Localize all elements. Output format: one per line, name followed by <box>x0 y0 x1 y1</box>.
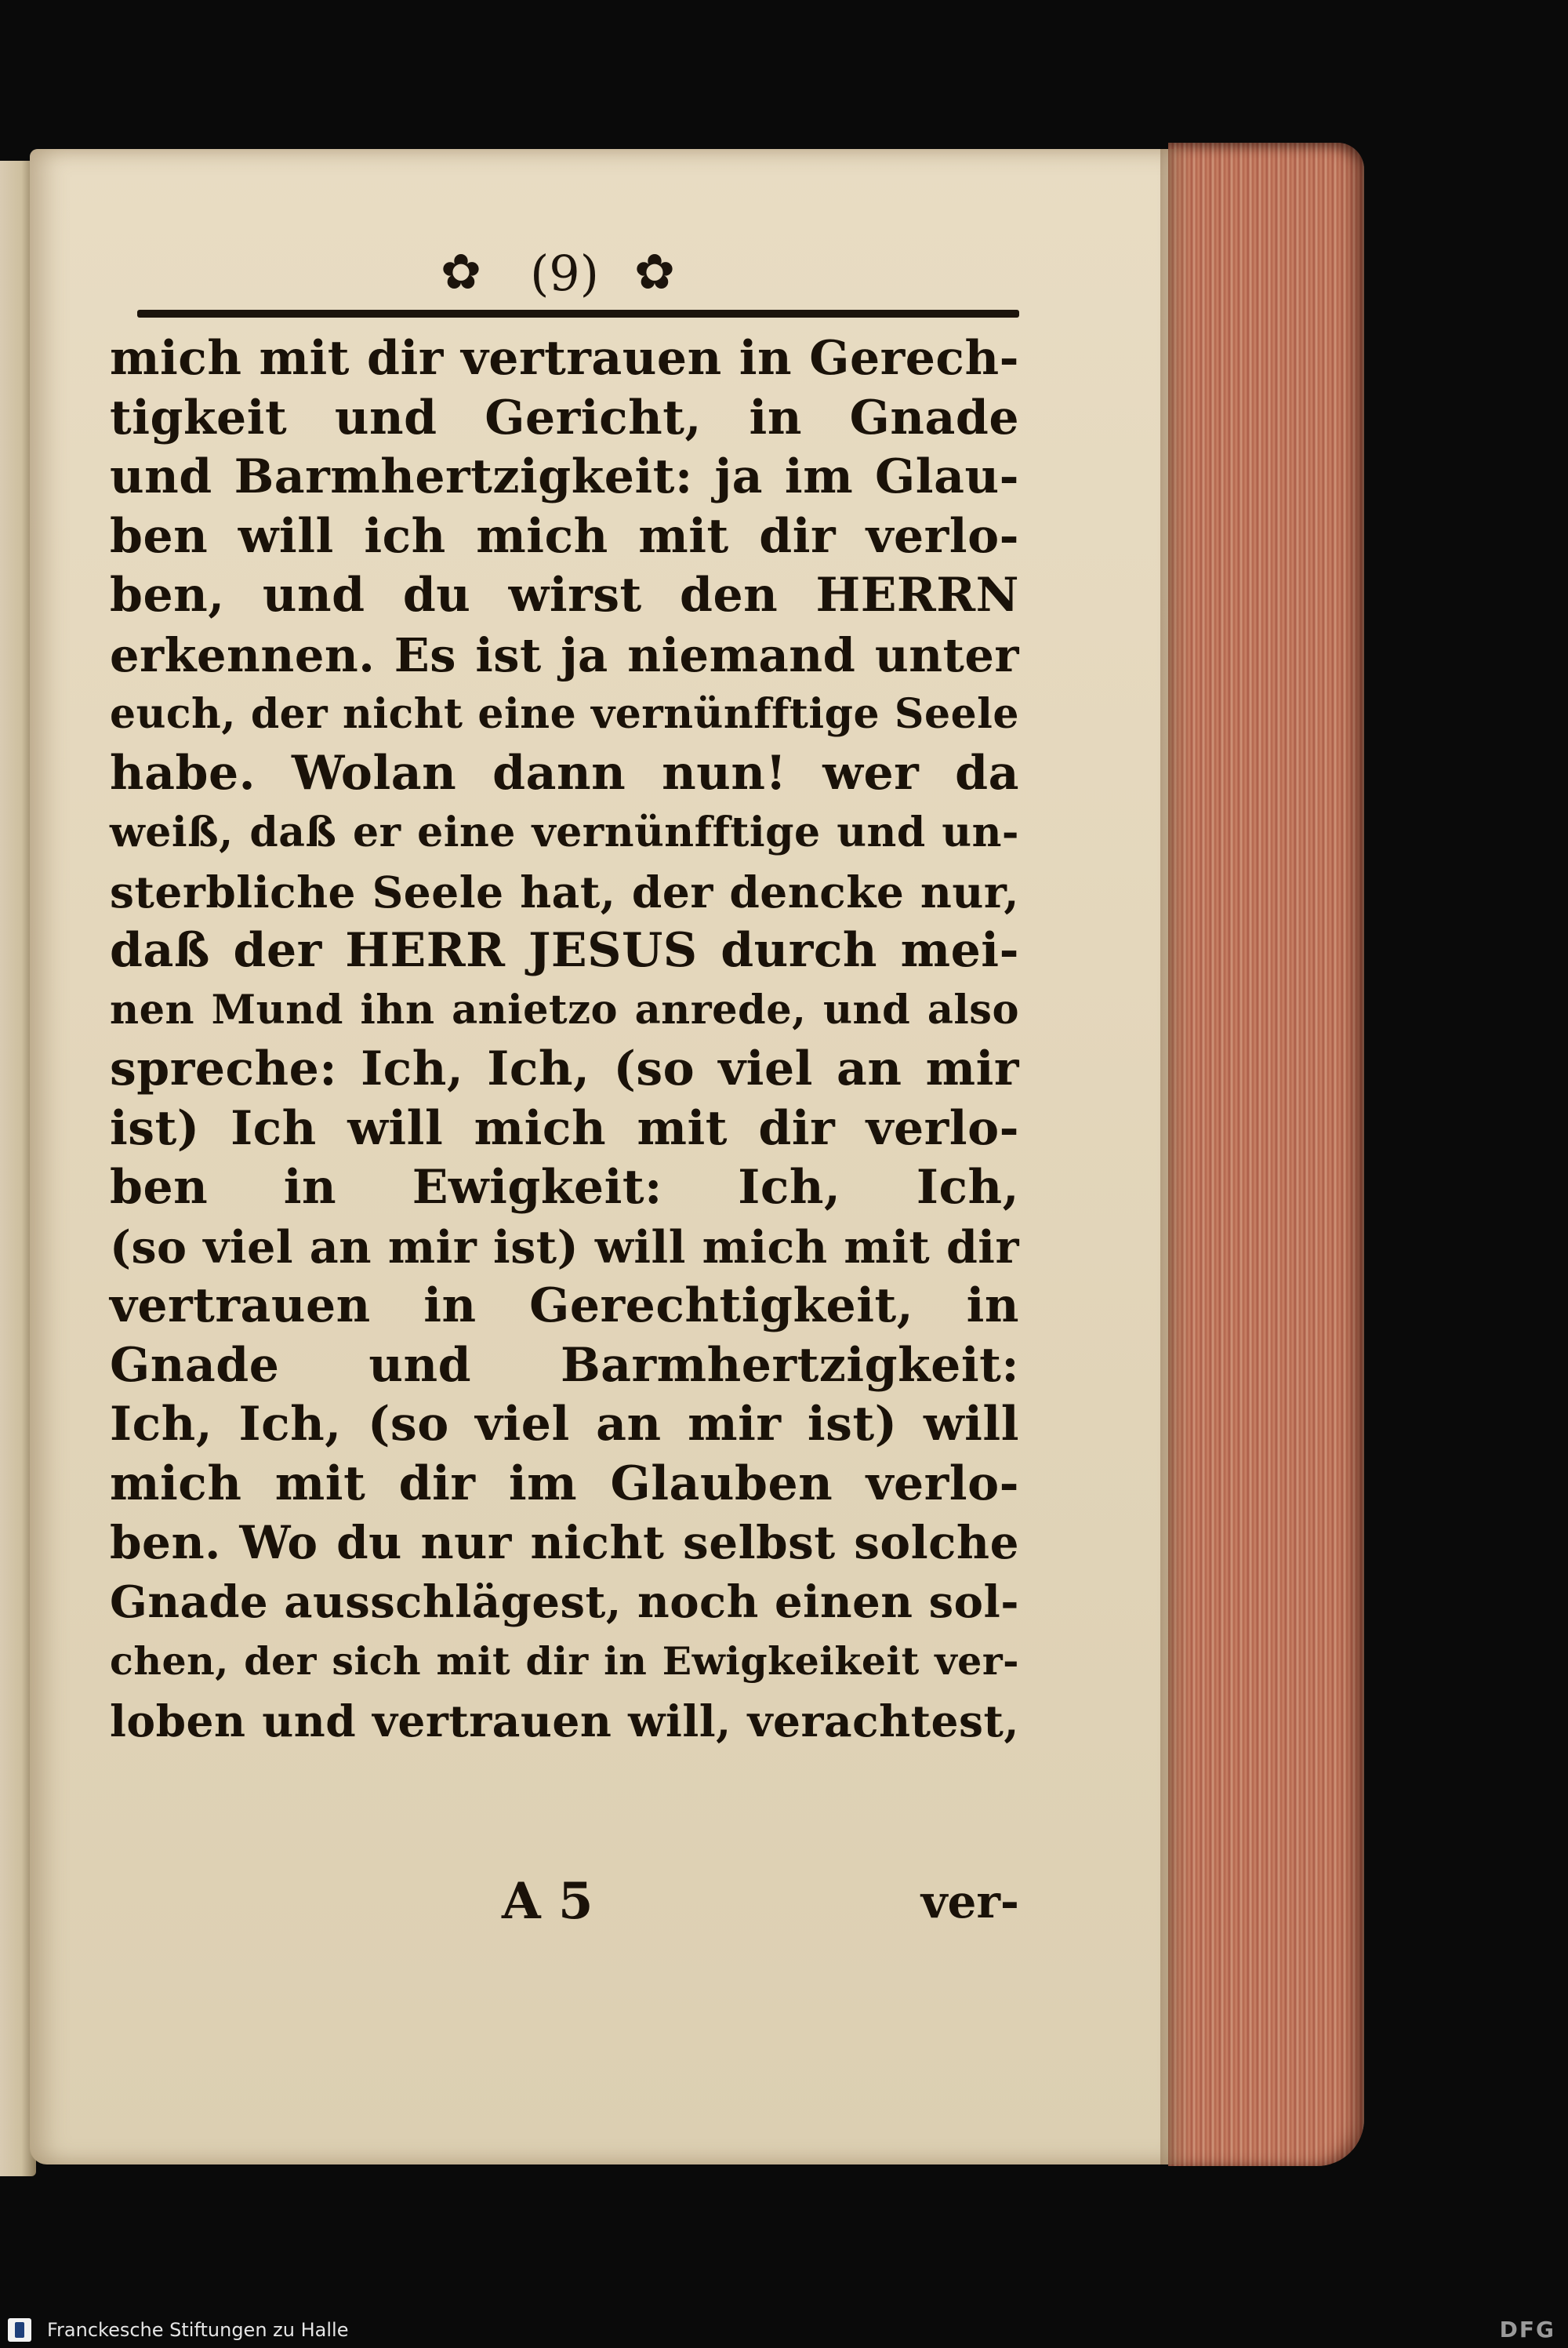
text-line: ben. Wo du nur nicht selbst solche <box>110 1516 1019 1569</box>
text-line: Gnade und Barmhertzigkeit: <box>110 1337 1019 1393</box>
text-line: vertrauen in Gerechtigkeit, in <box>110 1278 1019 1333</box>
text-line: spreche: Ich, Ich, (so viel an mir <box>110 1041 1019 1096</box>
text-line: euch, der nicht eine vernünfftige Seele <box>110 690 1019 738</box>
text-line: loben und vertrauen will, verachtest, <box>110 1695 1019 1746</box>
text-line: ist) Ich will mich mit dir verlo- <box>110 1100 1019 1156</box>
header-rule <box>137 310 1019 318</box>
text-line: nen Mund ihn anietzo anrede, und also <box>110 986 1019 1034</box>
text-line: und Barmhertzigkeit: ja im Glau- <box>110 449 1019 504</box>
text-line: ben, und du wirst den HERRN <box>110 568 1019 623</box>
text-line: sterbliche Seele hat, der dencke nur, <box>110 866 1019 918</box>
text-line: habe. Wolan dann nun! wer da <box>110 745 1019 801</box>
page-number: (9) <box>530 245 599 302</box>
text-line: daß der HERR JESUS durch mei- <box>110 923 1019 978</box>
text-line: weiß, daß er eine vernünfftige und un- <box>110 809 1019 856</box>
page-fore-edge <box>1168 143 1364 2166</box>
flower-ornament-icon: ✿ <box>441 243 481 300</box>
viewer-footer-bar <box>0 2313 1568 2348</box>
flower-ornament-icon: ✿ <box>634 243 675 300</box>
text-line: erkennen. Es ist ja niemand unter <box>110 627 1019 682</box>
page-header <box>141 235 1019 314</box>
text-line: mich mit dir im Glauben verlo- <box>110 1456 1019 1511</box>
institution-logo-icon <box>8 2318 31 2342</box>
text-line: chen, der sich mit dir in Ewigkeikeit ver- <box>110 1638 1019 1684</box>
text-line: ben in Ewigkeit: Ich, Ich, <box>110 1160 1019 1215</box>
page-footer-marks <box>110 1870 1019 1933</box>
page-fold-shadow <box>1160 149 1192 2164</box>
text-line: Ich, Ich, (so viel an mir ist) will <box>110 1397 1019 1452</box>
text-line: Gnade ausschlägest, noch einen sol- <box>110 1576 1019 1628</box>
dfg-logo: DFG <box>1499 2317 1555 2343</box>
text-line: mich mit dir vertrauen in Gerech- <box>110 331 1019 386</box>
institution-name: Franckesche Stiftungen zu Halle <box>47 2319 349 2341</box>
catchword: ver- <box>920 1875 1019 1928</box>
text-line: tigkeit und Gericht, in Gnade <box>110 390 1019 445</box>
text-line: ben will ich mich mit dir verlo- <box>110 508 1019 564</box>
body-text <box>110 329 1019 1750</box>
text-line: (so viel an mir ist) will mich mit dir <box>110 1220 1019 1274</box>
signature-mark: A 5 <box>502 1872 593 1931</box>
